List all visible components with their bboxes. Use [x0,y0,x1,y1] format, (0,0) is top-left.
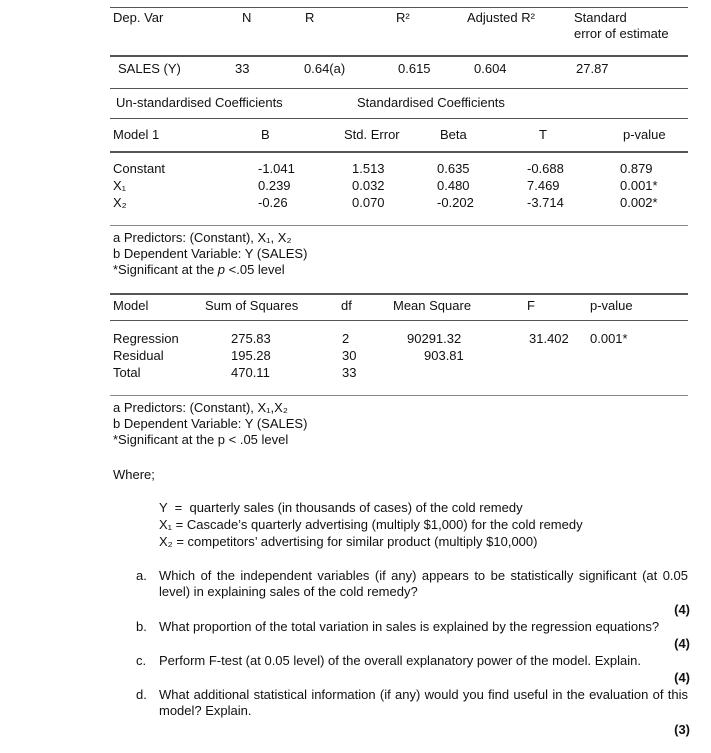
sig-note-text: *Significant at the [113,262,218,277]
table3-row-df: 2 [342,331,350,346]
table1-header-r2: R² [396,10,410,25]
question-label: c. [136,653,147,668]
table2-row-se: 0.070 [352,195,385,210]
table1-row-n: 33 [235,61,250,76]
sig-note-rest: <.05 level [225,262,285,277]
question-label: a. [136,568,147,583]
table2-note-predictors: a Predictors: (Constant), X₁, X₂ [113,230,292,245]
table1-bottom-rule [110,88,688,89]
table2-header-model: Model 1 [113,127,160,142]
table2-row-se: 0.032 [352,178,385,193]
table3-header-p-value: p-value [590,298,633,313]
sig-note-p: p [217,262,226,277]
where-label: Where; [113,467,155,482]
table2-note-dependent: b Dependent Variable: Y (SALES) [113,246,308,261]
table3-row-ss: 195.28 [231,348,271,363]
table2-header-t: T [539,127,547,142]
table3-row-ss: 275.83 [231,331,271,346]
table2-row-se: 1.513 [352,161,385,176]
table2-row-b: -1.041 [258,161,295,176]
table3-header-model: Model [113,298,149,313]
table3-top-rule [110,293,688,295]
table1-header-r: R [305,10,315,25]
question-label: b. [136,619,147,634]
question-d-marks: (3) [674,722,690,737]
table3-row-ms: 903.81 [424,348,464,363]
table1-header-adj-r2: Adjusted R² [467,10,535,25]
table2-row-name: Constant [113,161,166,176]
table1-row-dep-var: SALES (Y) [118,61,181,76]
table2-row-b: 0.239 [258,178,291,193]
table1-header-rule [110,55,688,57]
table3-note-predictors: a Predictors: (Constant), X₁,X₂ [113,400,288,415]
table3-header-ss: Sum of Squares [205,298,299,313]
table1-row-se: 27.87 [576,61,609,76]
question-text: Perform F-test (at 0.05 level) of the overall explanatory power of the model. Explain. [159,653,641,668]
where-def-y: Y = quarterly sales (in thousands of cases) of the cold remedy [159,500,523,515]
table3-header-ms: Mean Square [393,298,472,313]
table2-row-t: -0.688 [527,161,564,176]
table1-header-dep-var: Dep. Var [113,10,164,25]
table3-row-name: Residual [113,348,164,363]
table3-header-df: df [341,298,352,313]
table2-header-rule [110,151,688,153]
question-b-marks: (4) [674,636,690,651]
table2-header-b: B [261,127,270,142]
table2-row-t: 7.469 [527,178,560,193]
question-c-marks: (4) [674,670,690,685]
where-def-x1: X₁ = Cascade’s quarterly advertising (multiply $1,000) for the cold remedy [159,517,583,532]
table2-row-name: X₁ [113,178,127,193]
table2-group-unstandardised: Un-standardised Coefficients [116,95,283,110]
table3-note-significance: *Significant at the p < .05 level [113,432,289,447]
table2-row-t: -3.714 [527,195,564,210]
table2-header-std-error: Std. Error [344,127,400,142]
table1-top-rule [110,7,688,8]
table2-row-name: X₂ [113,195,127,210]
table1-header-se-line1: Standard [574,10,627,25]
table3-header-rule [110,320,688,321]
question-a-marks: (4) [674,602,690,617]
table2-row-p: 0.002* [620,195,658,210]
table1-row-r: 0.64(a) [304,61,346,76]
table2-note-significance [113,262,285,278]
table3-row-f: 31.402 [529,331,569,346]
table2-row-beta: 0.635 [437,161,470,176]
table2-row-b: -0.26 [258,195,288,210]
table2-row-beta: -0.202 [437,195,474,210]
table2-row-p: 0.879 [620,161,653,176]
question-label: d. [136,687,147,702]
table3-row-p: 0.001* [590,331,628,346]
table3-header-f: F [527,298,535,313]
table2-header-beta: Beta [440,127,467,142]
question-text: What proportion of the total variation in sales is explained by the regression equations? [159,619,660,634]
table2-group-rule [110,118,688,119]
table1-row-adj-r2: 0.604 [474,61,507,76]
table2-header-p-value: p-value [623,127,666,142]
question-text: Which of the independent variables (if any) appears to be statistically significant (at 0.05 level) in explaining sales of the cold remedy? [159,568,688,599]
table1-header-n: N [242,10,252,25]
question-text: What additional statistical information (if any) would you find useful in the evaluation of this model? Explain. [159,687,688,718]
table3-row-df: 33 [342,365,357,380]
table3-row-name: Regression [113,331,179,346]
table3-bottom-rule [110,395,688,396]
table2-row-beta: 0.480 [437,178,470,193]
table3-row-df: 30 [342,348,357,363]
table1-header-se-line2: error of estimate [574,26,669,41]
table2-row-p: 0.001* [620,178,658,193]
table2-group-standardised: Standardised Coefficients [357,95,505,110]
table3-row-name: Total [113,365,141,380]
table1-row-r2: 0.615 [398,61,431,76]
table3-note-dependent: b Dependent Variable: Y (SALES) [113,416,308,431]
table2-bottom-rule [110,225,688,226]
table3-row-ss: 470.11 [231,365,270,380]
where-def-x2: X₂ = competitors’ advertising for similar product (multiply $10,000) [159,534,538,549]
table3-row-ms: 90291.32 [407,331,462,346]
